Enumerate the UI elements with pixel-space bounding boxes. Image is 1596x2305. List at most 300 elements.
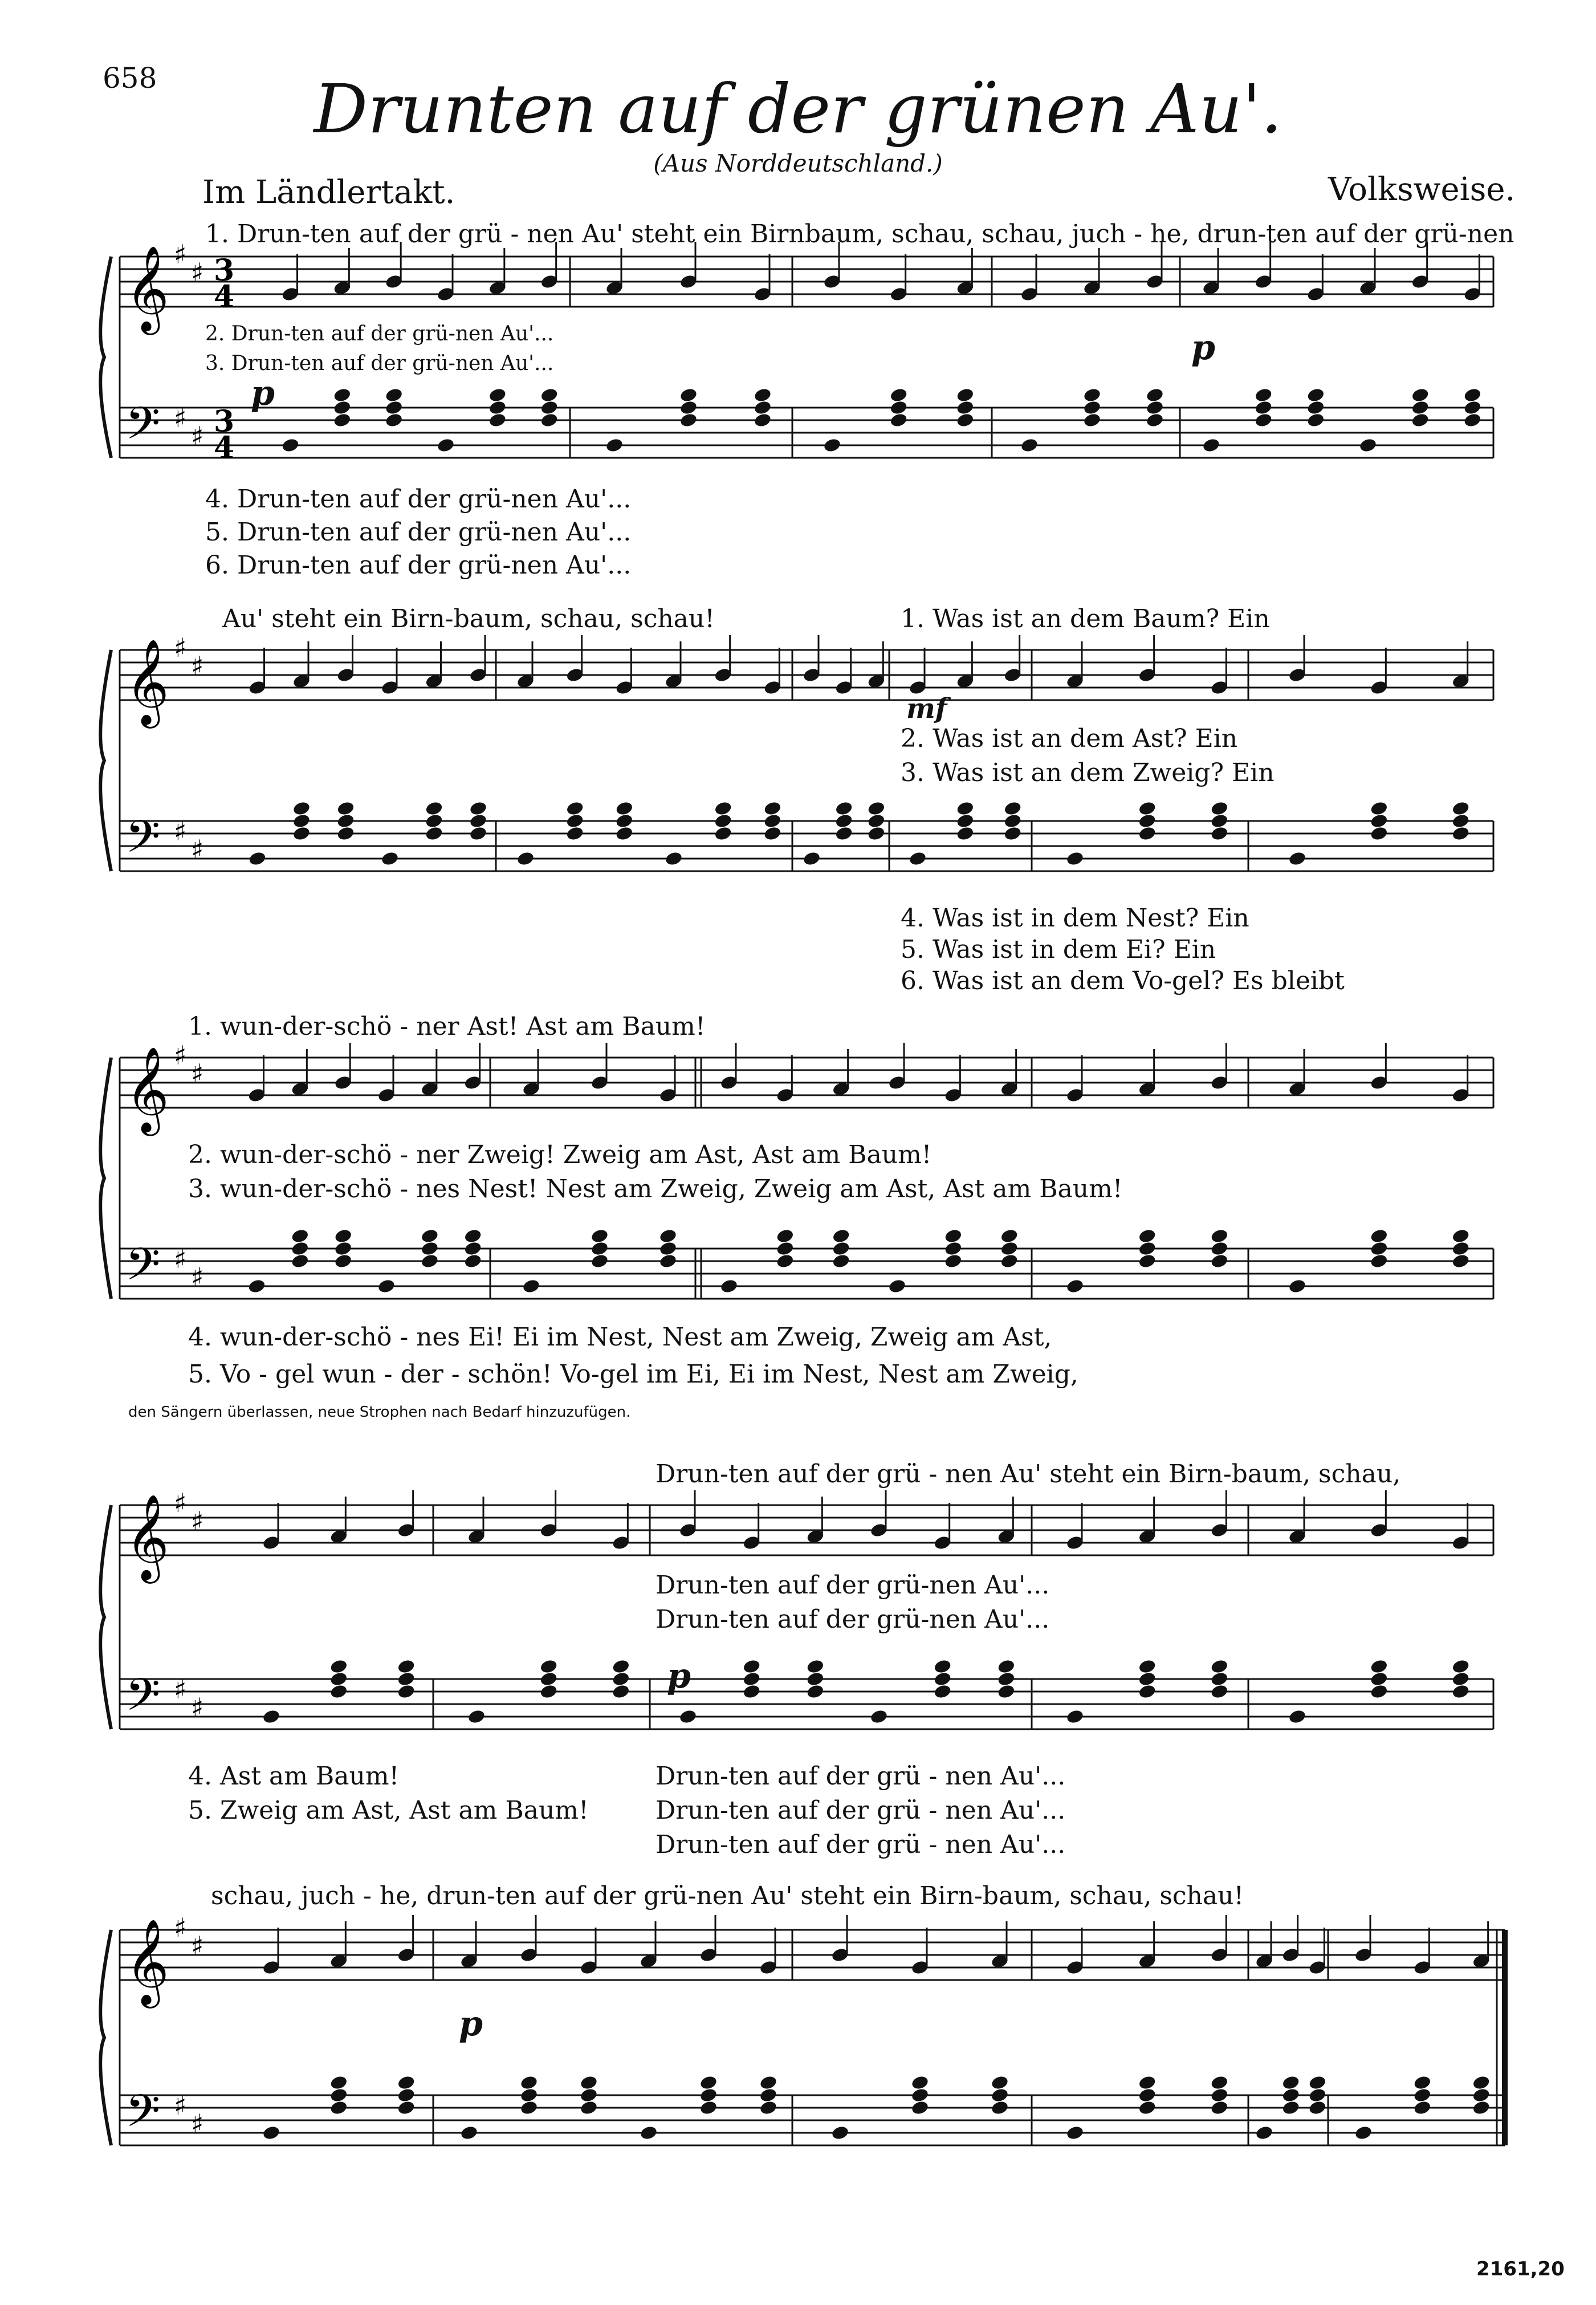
system2-bass-note [615,800,634,816]
system3-bass-note [1210,1253,1229,1269]
system3-bass-note [1065,1278,1084,1294]
system3-bass-note [1451,1228,1470,1244]
system3-bass-note [776,1228,795,1244]
system1-bass-note [1358,437,1377,453]
system2-bass-note [615,813,634,829]
system5-bass-note [910,2087,929,2103]
system2-bass-note [336,826,355,841]
system5-dynamic: p [459,2004,483,2044]
system2-lyric-top-b: 1. Was ist an dem Baum? Ein [901,604,1270,633]
system2-bass-note [956,813,975,829]
system3-bass-note [719,1278,738,1294]
system5-brace [100,1930,111,2145]
system4-bass-note [1210,1658,1229,1674]
system3-bass-note [1000,1241,1019,1257]
system4-bass-note [678,1709,697,1725]
system2-bass-note [664,851,683,867]
system5-key-sharp-1: ♯ [174,2090,187,2121]
system1-bass-note [1306,412,1325,428]
system4-bass-note [869,1709,888,1725]
system1-key-sharp-1: ♯ [174,403,187,433]
system2-bass-note [763,813,782,829]
system1-time-sig-top: 3 [214,404,235,439]
system5-key-sharp-2: ♯ [191,1930,204,1961]
system4-bass-note [806,1658,825,1674]
system5-bass-note [397,2100,416,2116]
system2-bass-note [1138,800,1157,816]
system1-treble-clef: 𝄞 [125,245,169,331]
system4-bass-note [262,1709,280,1725]
system4-bass-note [1138,1684,1157,1700]
system3-bass-note [1451,1253,1470,1269]
system5-key-sharp-2: ♯ [191,2108,204,2139]
system4-bass-note [1370,1658,1389,1674]
system3-bass-note [463,1253,482,1269]
system4-bass-note [397,1658,416,1674]
system1-key-sharp-2: ♯ [191,257,204,288]
system2-bass-note [714,813,732,829]
system2-bass-note [1288,851,1306,867]
system5-bass-note [1138,2100,1157,2116]
system2-bass-note [292,826,311,841]
system5-bass-note [759,2100,777,2116]
system2-key-sharp-1: ♯ [174,632,187,663]
system3-bass-note [1451,1241,1470,1257]
system1-bass-note [333,412,352,428]
system3-bass-note [1000,1228,1019,1244]
system1-bass-note [385,400,404,416]
system2-bass-note [469,800,487,816]
system5-bass-note [1308,2087,1327,2103]
system1-bass-note [333,387,352,403]
system2-bass-note [1370,826,1389,841]
system2-bass-note [1210,813,1229,829]
system2-bass-note [565,800,584,816]
system5-bass-note [579,2100,598,2116]
system1-bass-note [889,400,908,416]
system4-lyric-bottom1: Drun-ten auf der grü - nen Au'... [656,1762,1066,1791]
system4-bass-note [329,1684,348,1700]
system3-bass-note [944,1241,963,1257]
system1-bass-note [956,400,975,416]
system4-bass-note [997,1684,1016,1700]
system5-bass-note [1138,2087,1157,2103]
system4-bass-note [1138,1658,1157,1674]
system1-bass-note [1411,412,1430,428]
system1-bass-note [436,437,455,453]
system5-bass-note [759,2087,777,2103]
system1-brace [100,257,111,458]
system4-bass-note [612,1684,630,1700]
system1-bass-note [679,412,698,428]
system5-bass-note [990,2075,1009,2091]
system1-bass-clef: 𝄢 [125,398,161,461]
system4-bass-note [742,1684,761,1700]
system1-bass-note [753,400,772,416]
system5-bass-note [1210,2087,1229,2103]
system1-bass-note [488,400,507,416]
system1-bass-note [1254,400,1273,416]
system1-bass-note [1082,400,1101,416]
system3-brace [100,1058,111,1299]
system5-bass-note [990,2100,1009,2116]
system1-bass-note [540,387,559,403]
system5-bass-note [329,2075,348,2091]
system3-bass-note [1000,1253,1019,1269]
system3-bass-note [1138,1253,1157,1269]
system2-bass-note [1451,813,1470,829]
system2-lyric-verse6: 6. Was ist an dem Vo-gel? Es bleibt [901,966,1345,995]
system1-bass-note [385,412,404,428]
system3-bass-note [832,1241,850,1257]
system3-bass-note [590,1228,609,1244]
system2-bass-note [425,813,443,829]
system3-bass-note [658,1228,677,1244]
system5-bass-note [1065,2125,1084,2141]
system5-bass-note [329,2087,348,2103]
system4-bass-note [1370,1671,1389,1687]
system5-key-sharp-1: ♯ [174,1912,187,1943]
system1-bass-note [488,412,507,428]
system3-bass-note [247,1278,266,1294]
system5-bass-note [1255,2125,1273,2141]
system2-bass-note [1451,800,1470,816]
system1-bass-note [1463,400,1482,416]
song-subtitle: (Aus Norddeutschland.) [653,149,943,177]
system2-bass-note [336,813,355,829]
system2-bass-note [615,826,634,841]
system4-bass-clef: 𝄢 [125,1669,161,1732]
system5-bass-note [1281,2087,1300,2103]
system3-bass-note [291,1228,310,1244]
system2-bass-note [1210,826,1229,841]
system4-bass-note [742,1671,761,1687]
system3-bass-note [334,1253,353,1269]
system1-lyric-verse1: 1. Drun-ten auf der grü - nen Au' steht ein Birnbaum, schau, schau, juch - he, drun-ten auf der grü-nen [205,219,1514,249]
system2-dynamic: mf [906,693,947,725]
system5-bass-note [699,2087,718,2103]
system1-bass-note [1463,387,1482,403]
system3-bass-note [420,1253,439,1269]
system2-bass-note [714,826,732,841]
system4-bass-note [539,1658,558,1674]
system1-lyric-verse6: 6. Drun-ten auf der grü-nen Au'... [205,551,632,580]
system3-lyric-verse1: 1. wun-der-schö - ner Ast! Ast am Baum! [188,1012,706,1041]
system2-bass-note [469,826,487,841]
system3-lyric-verse4: 4. wun-der-schö - nes Ei! Ei im Nest, Nest am Zweig, Zweig am Ast, [188,1323,1052,1352]
system3-performance-note: den Sängern überlassen, neue Strophen nach Bedarf hinzuzufügen. [128,1404,631,1421]
system3-bass-note [1210,1241,1229,1257]
system3-key-sharp-1: ♯ [174,1040,187,1071]
system5-bass-note [1413,2100,1432,2116]
system1-bass-note [1411,400,1430,416]
system5-bass-note [830,2125,849,2141]
system4-bass-note [329,1671,348,1687]
system2-bass-note [763,826,782,841]
system3-bass-note [776,1253,795,1269]
system4-bass-note [1210,1684,1229,1700]
system3-bass-note [334,1241,353,1257]
system1-dynamic-treble: p [1191,328,1215,368]
system1-bass-note [1463,412,1482,428]
system5-lyric-top: schau, juch - he, drun-ten auf der grü-nen Au' steht ein Birn-baum, schau, schau! [211,1881,1244,1910]
system1-bass-note [1306,387,1325,403]
system3-key-sharp-2: ♯ [191,1262,204,1292]
system5-bass-clef: 𝄢 [125,2086,161,2148]
system2-bass-note [565,813,584,829]
system2-bass-note [956,800,975,816]
system4-bass-note [997,1658,1016,1674]
system4-bass-note [1210,1671,1229,1687]
system1-bass-note [889,412,908,428]
system4-lyric-verse4: 4. Ast am Baum! [188,1762,400,1791]
system4-bass-note [467,1709,486,1725]
system4-bass-note [1451,1684,1470,1700]
system4-bass-note [1370,1684,1389,1700]
system3-bass-note [420,1228,439,1244]
system3-key-sharp-1: ♯ [174,1243,187,1274]
system4-key-sharp-2: ♯ [191,1506,204,1536]
system1-bass-note [1145,387,1164,403]
system1-lyric-verse2: 2. Drun-ten auf der grü-nen Au'... [205,322,554,345]
page-number: 658 [103,62,157,95]
system4-bass-note [933,1684,952,1700]
system4-bass-note [806,1684,825,1700]
system2-bass-note [1210,800,1229,816]
system3-bass-note [776,1241,795,1257]
system2-bass-note [714,800,732,816]
system1-bass-note [956,387,975,403]
system3-bass-note [463,1228,482,1244]
system2-bass-note [1138,813,1157,829]
system5-bass-note [262,2125,280,2141]
system5-bass-note [519,2100,538,2116]
system5-bass-note [397,2087,416,2103]
system5-bass-note [1354,2125,1373,2141]
system2-bass-note [1451,826,1470,841]
system5-bass-note [1472,2087,1491,2103]
system4-bass-note [612,1671,630,1687]
system1-bass-note [1254,387,1273,403]
system3-bass-note [1288,1278,1306,1294]
system3-bass-note [377,1278,396,1294]
system4-bass-note [933,1671,952,1687]
system4-treble-clef: 𝄞 [125,1493,169,1580]
system5-bass-note [1413,2075,1432,2091]
system1-bass-note [753,412,772,428]
system5-bass-note [397,2075,416,2091]
system4-lyric-verse5: 5. Zweig am Ast, Ast am Baum! [188,1796,589,1825]
system2-bass-note [469,813,487,829]
system4-bass-note [933,1658,952,1674]
system1-bass-note [540,412,559,428]
system4-lyric-mid2: Drun-ten auf der grü-nen Au'... [656,1605,1050,1634]
system4-lyric-mid1: Drun-ten auf der grü-nen Au'... [656,1571,1050,1600]
system3-lyric-verse3: 3. wun-der-schö - nes Nest! Nest am Zweig, Zweig am Ast, Ast am Baum! [188,1174,1123,1204]
system4-lyric-bottom2: Drun-ten auf der grü - nen Au'... [656,1796,1066,1825]
system3-bass-note [291,1241,310,1257]
system1-bass-note [1306,400,1325,416]
system3-bass-note [590,1241,609,1257]
system2-lyric-top-a: Au' steht ein Birn-baum, schau, schau! [222,604,715,633]
system2-bass-note [834,800,853,816]
system5-bass-note [519,2075,538,2091]
system1-key-sharp-2: ♯ [191,421,204,452]
system5-bass-note [1413,2087,1432,2103]
system2-bass-note [763,800,782,816]
system5-bass-note [1281,2100,1300,2116]
system2-bass-note [834,813,853,829]
system1-bass-note [1254,412,1273,428]
system2-bass-note [248,851,267,867]
system3-bass-note [832,1253,850,1269]
system1-bass-note [1145,412,1164,428]
system5-bass-note [759,2075,777,2091]
system2-bass-note [834,826,853,841]
system1-bass-note [540,400,559,416]
system2-bass-note [292,813,311,829]
system1-bass-note [488,387,507,403]
system2-brace [100,650,111,871]
system1-time-sig-top: 3 [214,253,235,288]
system3-lyric-verse2: 2. wun-der-schö - ner Zweig! Zweig am Ast, Ast am Baum! [188,1140,932,1169]
system2-key-sharp-2: ♯ [191,651,204,681]
system2-bass-note [1065,851,1084,867]
system2-bass-note [1003,826,1022,841]
system3-bass-note [1370,1241,1389,1257]
system4-bass-note [806,1671,825,1687]
system4-bass-note [742,1658,761,1674]
system3-treble-clef: 𝄞 [125,1046,169,1132]
system2-bass-note [956,826,975,841]
system2-bass-note [292,800,311,816]
system5-bass-note [579,2087,598,2103]
system2-key-sharp-2: ♯ [191,834,204,865]
system2-bass-note [802,851,821,867]
system5-bass-note [1210,2100,1229,2116]
system4-bass-note [997,1671,1016,1687]
system1-key-sharp-1: ♯ [174,239,187,270]
system3-bass-note [463,1241,482,1257]
system5-bass-note [910,2100,929,2116]
system4-bass-note [329,1658,348,1674]
system2-bass-note [1003,813,1022,829]
system4-bass-note [1288,1709,1306,1725]
system3-bass-note [832,1228,850,1244]
system3-bass-note [1138,1228,1157,1244]
system1-bass-note [333,400,352,416]
system5-bass-note [639,2125,658,2141]
system2-bass-note [1003,800,1022,816]
system2-key-sharp-1: ♯ [174,816,187,847]
system5-bass-note [1308,2075,1327,2091]
system3-bass-note [1210,1228,1229,1244]
tempo-marking: Im Ländlertakt. [202,174,455,211]
system3-bass-note [1370,1228,1389,1244]
system5-bass-note [1138,2075,1157,2091]
system5-bass-note [1472,2100,1491,2116]
system3-lyric-verse5: 5. Vo - gel wun - der - schön! Vo-gel im Ei, Ei im Nest, Nest am Zweig, [188,1360,1078,1389]
system1-bass-note [679,387,698,403]
system4-key-sharp-1: ♯ [174,1674,187,1705]
system2-bass-note [1138,826,1157,841]
system1-bass-note [385,387,404,403]
system5-bass-note [579,2075,598,2091]
system1-bass-note [281,437,300,453]
system4-lyric-top: Drun-ten auf der grü - nen Au' steht ein Birn-baum, schau, [656,1460,1401,1489]
system5-bass-note [329,2100,348,2116]
system2-treble-clef: 𝄞 [125,638,169,725]
system4-key-sharp-2: ♯ [191,1692,204,1723]
system1-bass-note [605,437,624,453]
system2-lyric-verse4: 4. Was ist in dem Nest? Ein [901,904,1249,933]
system5-bass-note [1308,2100,1327,2116]
system1-bass-note [753,387,772,403]
system2-bass-note [867,826,886,841]
system2-lyric-verse3: 3. Was ist an dem Zweig? Ein [901,758,1275,787]
song-title: Drunten auf der grünen Au'. [314,70,1282,148]
system1-lyric-verse4: 4. Drun-ten auf der grü-nen Au'... [205,485,632,514]
system3-bass-note [658,1253,677,1269]
system2-bass-note [516,851,535,867]
system1-lyric-verse5: 5. Drun-ten auf der grü-nen Au'... [205,518,632,547]
system3-bass-note [291,1253,310,1269]
system5-bass-note [1210,2075,1229,2091]
system5-bass-note [519,2087,538,2103]
system2-bass-clef: 𝄢 [125,811,161,874]
system2-bass-note [867,813,886,829]
system5-bass-note [990,2087,1009,2103]
composer-credit: Volksweise. [1328,171,1516,208]
system3-bass-note [944,1228,963,1244]
system5-treble-clef: 𝄞 [125,1918,169,2005]
system3-bass-clef: 𝄢 [125,1239,161,1302]
system5-bass-note [459,2125,478,2141]
system1-bass-note [1020,437,1039,453]
system1-time-sig-bottom: 4 [214,279,235,314]
system2-bass-note [1370,800,1389,816]
publisher-number: 2161,20 [1476,2258,1565,2280]
system2-lyric-verse2: 2. Was ist an dem Ast? Ein [901,724,1238,753]
system5-bass-note [699,2075,718,2091]
system3-bass-note [658,1241,677,1257]
system5-bass-note [1472,2075,1491,2091]
system3-bass-note [522,1278,540,1294]
system3-key-sharp-2: ♯ [191,1058,204,1089]
system2-bass-note [1370,813,1389,829]
system3-bass-note [420,1241,439,1257]
system1-bass-note [823,437,841,453]
system1-lyric-verse3: 3. Drun-ten auf der grü-nen Au'... [205,352,554,375]
system1-bass-note [889,387,908,403]
system4-bass-note [539,1684,558,1700]
system2-bass-note [867,800,886,816]
system1-bass-note [1082,412,1101,428]
system3-bass-note [590,1253,609,1269]
system1-time-sig-bottom: 4 [214,430,235,465]
system4-brace [100,1505,111,1729]
system4-bass-note [612,1658,630,1674]
system1-bass-note [1082,387,1101,403]
system4-bass-note [1138,1671,1157,1687]
system4-bass-note [1451,1658,1470,1674]
system4-bass-note [397,1684,416,1700]
system5-bass-note [699,2100,718,2116]
system4-dynamic: p [667,1656,691,1696]
system1-bass-note [1411,387,1430,403]
system4-bass-note [1065,1709,1084,1725]
system4-bass-note [397,1671,416,1687]
